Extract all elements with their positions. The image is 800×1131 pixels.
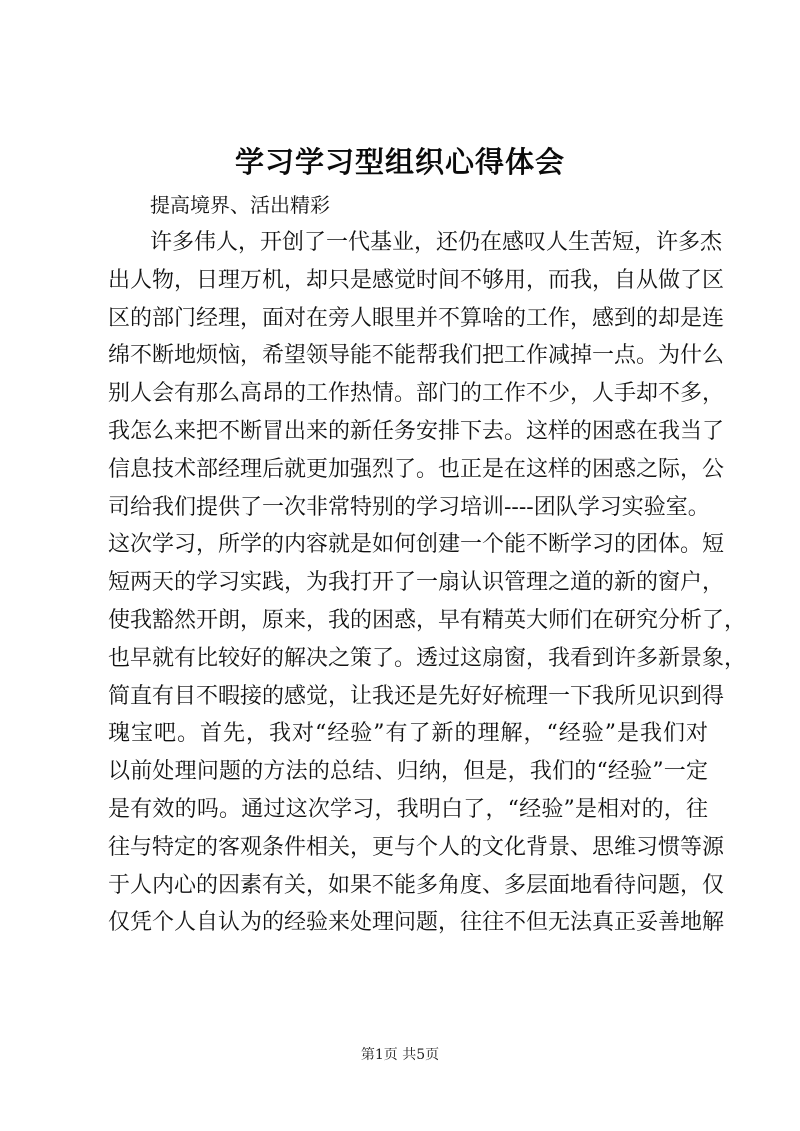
body-line: 信息技术部经理后就更加强烈了。也正是在这样的困惑之际，公 (108, 456, 725, 482)
body-line: 仅凭个人自认为的经验来处理问题，往往不但无法真正妥善地解 (108, 910, 725, 936)
body-line: 这次学习，所学的内容就是如何创建一个能不断学习的团体。短 (108, 532, 725, 558)
body-line: 别人会有那么高昂的工作热情。部门的工作不少，人手却不多， (108, 381, 725, 407)
body-line: 区的部门经理，面对在旁人眼里并不算啥的工作，感到的却是连 (108, 305, 725, 331)
body-line: 是有效的吗。通过这次学习，我明白了，“经验”是相对的，往 (108, 796, 708, 822)
body-line: 司给我们提供了一次非常特别的学习培训----团队学习实验室。 (108, 494, 710, 520)
body-line: 使我豁然开朗，原来，我的困惑，早有精英大师们在研究分析了， (108, 607, 747, 633)
page-footer: 第1页 共5页 (360, 1047, 440, 1063)
document-subtitle: 提高境界、活出精彩 (150, 193, 330, 217)
body-line: 出人物，日理万机，却只是感觉时间不够用，而我，自从做了区 (108, 267, 725, 293)
body-line: 也早就有比较好的解决之策了。透过这扇窗，我看到许多新景象， (108, 645, 747, 671)
body-line: 我怎么来把不断冒出来的新任务安排下去。这样的困惑在我当了 (108, 418, 725, 444)
body-line: 许多伟人，开创了一代基业，还仍在感叹人生苦短，许多杰 (150, 230, 723, 255)
body-line: 瑰宝吧。首先，我对“经验”有了新的理解，“经验”是我们对 (108, 721, 708, 747)
body-line: 往与特定的客观条件相关，更与个人的文化背景、思维习惯等源 (108, 834, 725, 860)
body-line: 短两天的学习实践，为我打开了一扇认识管理之道的新的窗户， (108, 570, 725, 596)
body-line: 绵不断地烦恼，希望领导能不能帮我们把工作减掉一点。为什么 (108, 343, 725, 369)
body-text (108, 224, 747, 942)
body-line: 以前处理问题的方法的总结、归纳，但是，我们的“经验”一定 (108, 759, 708, 785)
body-line: 于人内心的因素有关，如果不能多角度、多层面地看待问题，仅 (108, 872, 725, 898)
body-line: 简直有目不暇接的感觉，让我还是先好好梳理一下我所见识到得 (108, 683, 725, 709)
document-title: 学习学习型组织心得体会 (234, 145, 565, 179)
